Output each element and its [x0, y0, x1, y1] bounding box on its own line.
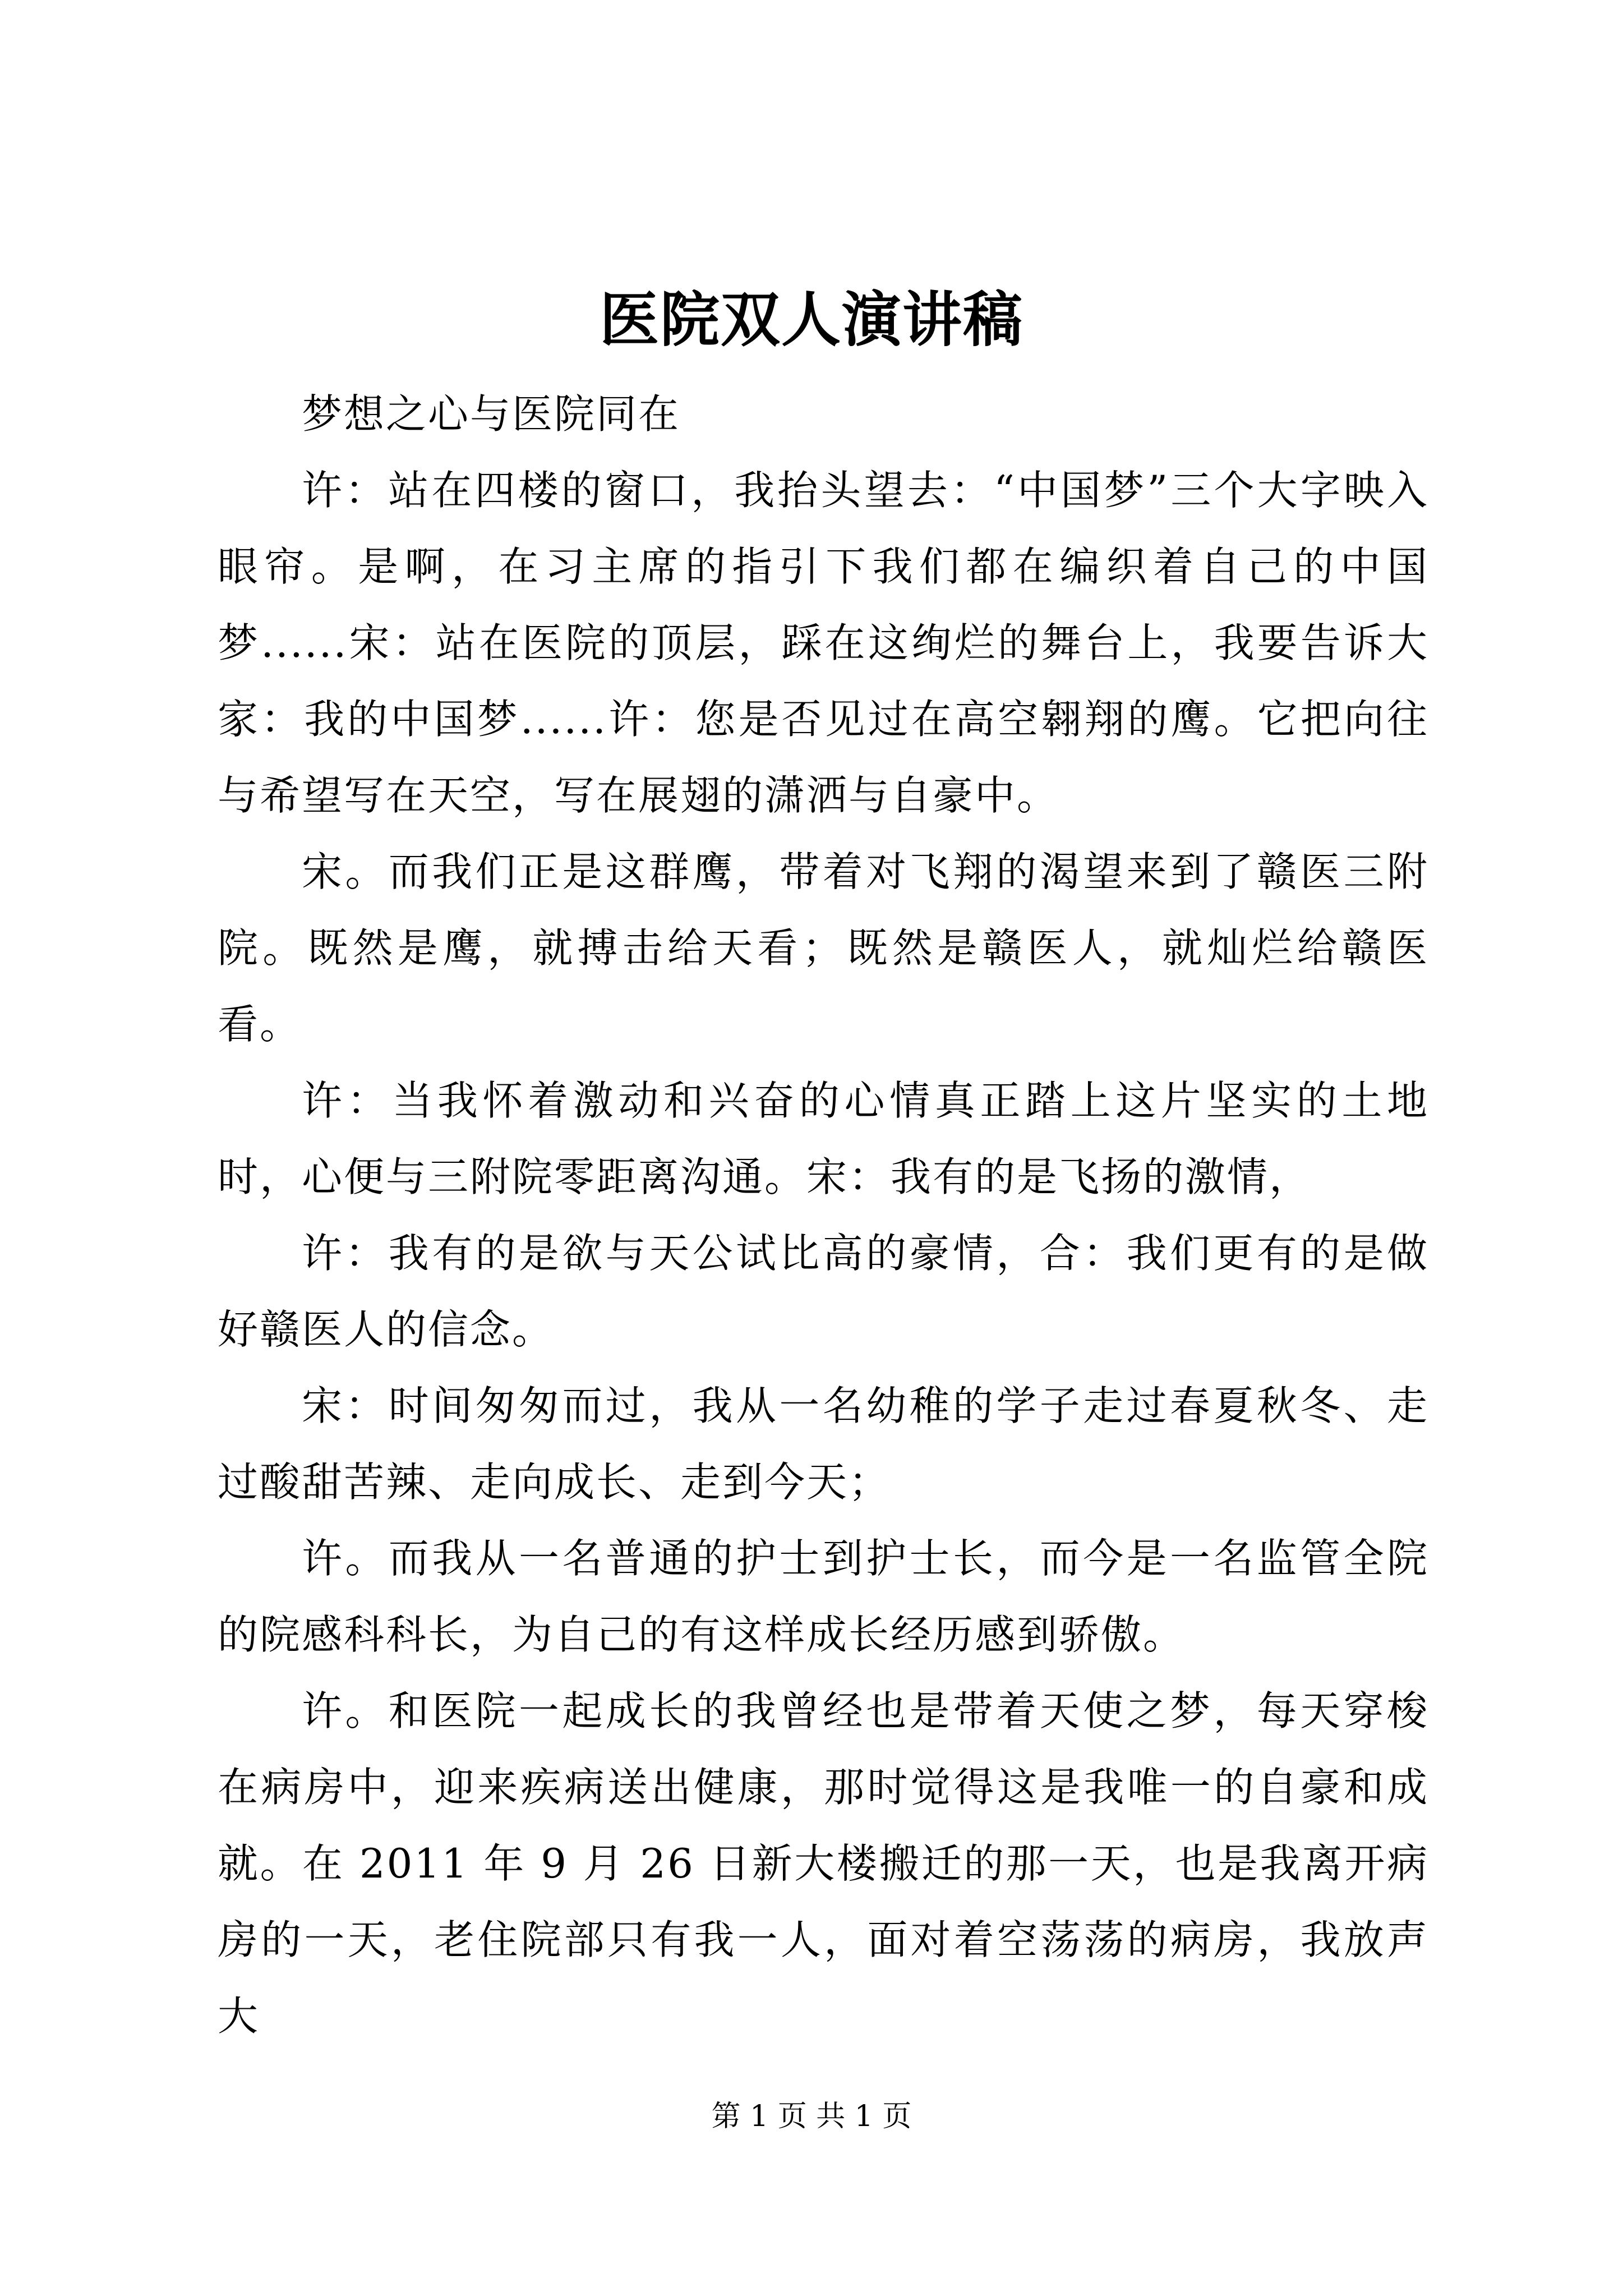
paragraph: 许。和医院一起成长的我曾经也是带着天使之梦，每天穿梭在病房中，迎来疾病送出健康，那时觉得这是我唯一的自豪和成就。在 2011 年 9 月 26 日新大楼搬迁的那一天，也是我离开病房的一天，老住院部只有我一人，面对着空荡荡的病房，我放声大 — [218, 1687, 1429, 2040]
page-footer: 第 1 页 共 1 页 — [711, 2100, 912, 2133]
paragraph: 许。而我从一名普通的护士到护士长，而今是一名监管全院的院感科科长，为自己的有这样成长经历感到骄傲。 — [218, 1535, 1429, 1658]
paragraph: 许：站在四楼的窗口，我抬头望去：“中国梦”三个大字映入眼帘。是啊，在习主席的指引下我们都在编织着自己的中国梦......宋：站在医院的顶层，踩在这绚烂的舞台上，我要告诉大家：我的中国梦......许：您是否见过在高空翱翔的鹰。它把向往与希望写在天空，写在展翅的潇洒与自豪中。 — [218, 467, 1429, 819]
paragraph: 宋。而我们正是这群鹰，带着对飞翔的渴望来到了赣医三附院。既然是鹰，就搏击给天看；既然是赣医人，就灿烂给赣医看。 — [218, 848, 1429, 1048]
paragraph: 许：当我怀着激动和兴奋的心情真正踏上这片坚实的土地时，心便与三附院零距离沟通。宋：我有的是飞扬的激情， — [218, 1077, 1429, 1200]
document-title: 医院双人演讲稿 — [600, 284, 1023, 355]
paragraph: 宋：时间匆匆而过，我从一名幼稚的学子走过春夏秋冬、走过酸甜苦辣、走向成长、走到今天； — [218, 1382, 1429, 1506]
document-body — [218, 376, 1429, 2054]
paragraph-subtitle: 梦想之心与医院同在 — [302, 390, 681, 438]
paragraph: 许：我有的是欲与天公试比高的豪情，合：我们更有的是做好赣医人的信念。 — [218, 1230, 1429, 1353]
